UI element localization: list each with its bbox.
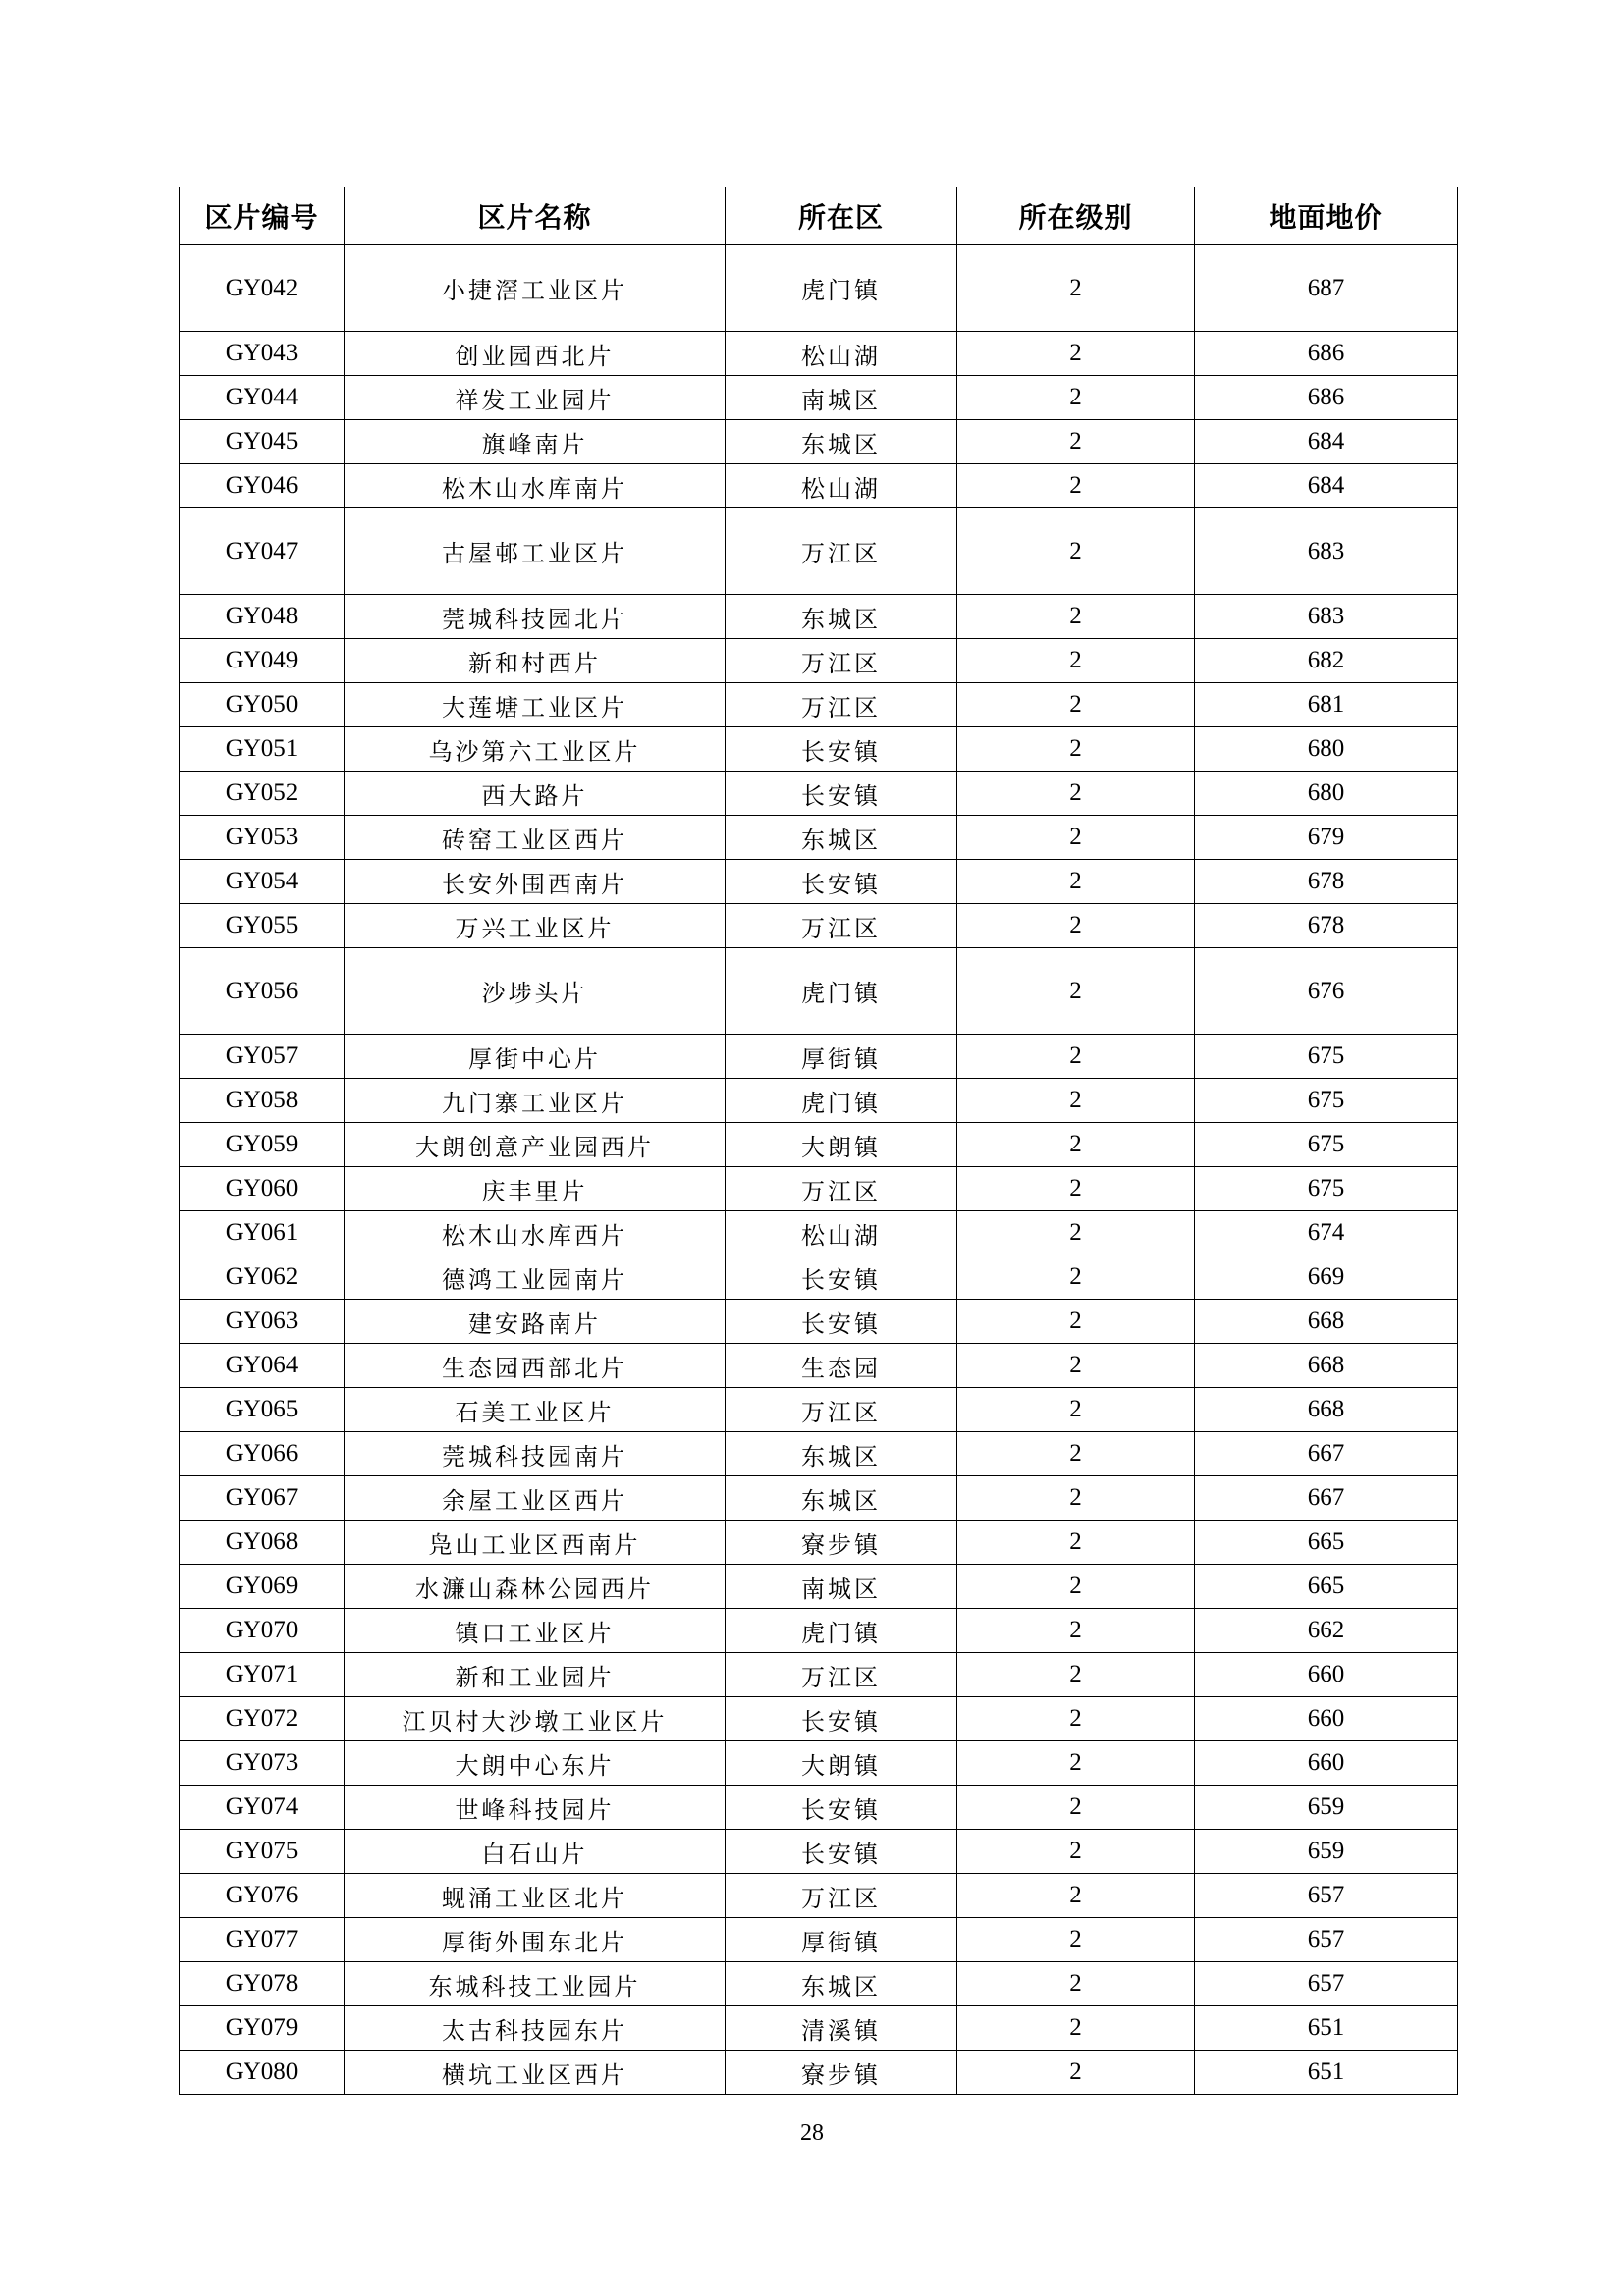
cell-price: 681 [1195, 683, 1458, 727]
cell-code: GY056 [180, 948, 345, 1035]
cell-level: 2 [957, 1388, 1195, 1432]
cell-code: GY053 [180, 816, 345, 860]
cell-name: 古屋邨工业区片 [345, 508, 726, 595]
cell-district: 万江区 [726, 904, 957, 948]
cell-level: 2 [957, 683, 1195, 727]
cell-level: 2 [957, 1123, 1195, 1167]
cell-name: 松木山水库南片 [345, 464, 726, 508]
cell-price: 676 [1195, 948, 1458, 1035]
cell-name: 大朗创意产业园西片 [345, 1123, 726, 1167]
cell-name: 厚街外围东北片 [345, 1918, 726, 1962]
cell-district: 长安镇 [726, 1255, 957, 1300]
cell-code: GY054 [180, 860, 345, 904]
cell-district: 松山湖 [726, 332, 957, 376]
page-number: 28 [800, 2120, 824, 2146]
cell-name: 生态园西部北片 [345, 1344, 726, 1388]
cell-district: 大朗镇 [726, 1123, 957, 1167]
cell-name: 德鸿工业园南片 [345, 1255, 726, 1300]
cell-district: 长安镇 [726, 772, 957, 816]
cell-district: 长安镇 [726, 727, 957, 772]
cell-code: GY047 [180, 508, 345, 595]
cell-name: 莞城科技园南片 [345, 1432, 726, 1476]
cell-level: 2 [957, 376, 1195, 420]
cell-level: 2 [957, 1432, 1195, 1476]
header-code: 区片编号 [180, 187, 345, 245]
cell-level: 2 [957, 464, 1195, 508]
table-row [180, 948, 1458, 1035]
cell-price: 662 [1195, 1609, 1458, 1653]
cell-price: 660 [1195, 1697, 1458, 1741]
table-row [180, 1874, 1458, 1918]
table-row [180, 1521, 1458, 1565]
table-row [180, 860, 1458, 904]
cell-level: 2 [957, 420, 1195, 464]
cell-level: 2 [957, 1255, 1195, 1300]
cell-name: 白石山片 [345, 1830, 726, 1874]
cell-name: 西大路片 [345, 772, 726, 816]
cell-name: 江贝村大沙墩工业区片 [345, 1697, 726, 1741]
table-row [180, 1918, 1458, 1962]
table-row [180, 245, 1458, 332]
cell-code: GY079 [180, 2006, 345, 2051]
table-row [180, 1300, 1458, 1344]
cell-code: GY055 [180, 904, 345, 948]
table-row [180, 1167, 1458, 1211]
cell-name: 莞城科技园北片 [345, 595, 726, 639]
cell-name: 太古科技园东片 [345, 2006, 726, 2051]
cell-level: 2 [957, 1962, 1195, 2006]
cell-district: 长安镇 [726, 1830, 957, 1874]
cell-level: 2 [957, 1786, 1195, 1830]
table-row [180, 1565, 1458, 1609]
cell-district: 寮步镇 [726, 1521, 957, 1565]
table-row [180, 904, 1458, 948]
cell-code: GY064 [180, 1344, 345, 1388]
cell-price: 686 [1195, 376, 1458, 420]
cell-name: 九门寨工业区片 [345, 1079, 726, 1123]
cell-district: 大朗镇 [726, 1741, 957, 1786]
table-body [180, 245, 1458, 2095]
cell-price: 686 [1195, 332, 1458, 376]
cell-code: GY074 [180, 1786, 345, 1830]
table-row [180, 1741, 1458, 1786]
cell-code: GY052 [180, 772, 345, 816]
cell-level: 2 [957, 1300, 1195, 1344]
cell-code: GY059 [180, 1123, 345, 1167]
table-row [180, 1830, 1458, 1874]
cell-code: GY078 [180, 1962, 345, 2006]
header-district: 所在区 [726, 187, 957, 245]
cell-price: 687 [1195, 245, 1458, 332]
table-row [180, 1344, 1458, 1388]
cell-district: 松山湖 [726, 1211, 957, 1255]
cell-name: 乌沙第六工业区片 [345, 727, 726, 772]
cell-level: 2 [957, 1211, 1195, 1255]
table-row [180, 816, 1458, 860]
table-row [180, 464, 1458, 508]
cell-code: GY045 [180, 420, 345, 464]
cell-district: 万江区 [726, 1167, 957, 1211]
cell-price: 660 [1195, 1653, 1458, 1697]
cell-district: 厚街镇 [726, 1035, 957, 1079]
cell-level: 2 [957, 1741, 1195, 1786]
table-row [180, 1609, 1458, 1653]
cell-name: 水濂山森林公园西片 [345, 1565, 726, 1609]
cell-code: GY069 [180, 1565, 345, 1609]
cell-level: 2 [957, 1079, 1195, 1123]
cell-price: 665 [1195, 1521, 1458, 1565]
cell-name: 沙埗头片 [345, 948, 726, 1035]
table-row [180, 332, 1458, 376]
cell-level: 2 [957, 245, 1195, 332]
cell-code: GY061 [180, 1211, 345, 1255]
cell-code: GY072 [180, 1697, 345, 1741]
cell-name: 大朗中心东片 [345, 1741, 726, 1786]
cell-level: 2 [957, 1830, 1195, 1874]
cell-price: 684 [1195, 420, 1458, 464]
cell-price: 674 [1195, 1211, 1458, 1255]
cell-name: 万兴工业区片 [345, 904, 726, 948]
cell-code: GY058 [180, 1079, 345, 1123]
cell-level: 2 [957, 332, 1195, 376]
cell-price: 683 [1195, 508, 1458, 595]
cell-code: GY063 [180, 1300, 345, 1344]
table-row [180, 1255, 1458, 1300]
cell-level: 2 [957, 508, 1195, 595]
cell-price: 669 [1195, 1255, 1458, 1300]
cell-code: GY068 [180, 1521, 345, 1565]
cell-level: 2 [957, 816, 1195, 860]
cell-name: 创业园西北片 [345, 332, 726, 376]
cell-district: 万江区 [726, 1388, 957, 1432]
cell-name: 东城科技工业园片 [345, 1962, 726, 2006]
table-row [180, 1697, 1458, 1741]
cell-name: 石美工业区片 [345, 1388, 726, 1432]
cell-price: 675 [1195, 1123, 1458, 1167]
cell-district: 虎门镇 [726, 948, 957, 1035]
cell-level: 2 [957, 772, 1195, 816]
cell-code: GY046 [180, 464, 345, 508]
cell-price: 659 [1195, 1830, 1458, 1874]
cell-name: 旗峰南片 [345, 420, 726, 464]
cell-price: 667 [1195, 1476, 1458, 1521]
table-row [180, 1123, 1458, 1167]
cell-code: GY062 [180, 1255, 345, 1300]
table-row [180, 1035, 1458, 1079]
cell-price: 668 [1195, 1300, 1458, 1344]
cell-district: 东城区 [726, 1476, 957, 1521]
header-name: 区片名称 [345, 187, 726, 245]
cell-district: 东城区 [726, 420, 957, 464]
cell-name: 蚬涌工业区北片 [345, 1874, 726, 1918]
cell-code: GY057 [180, 1035, 345, 1079]
cell-level: 2 [957, 1344, 1195, 1388]
cell-level: 2 [957, 1653, 1195, 1697]
cell-code: GY080 [180, 2051, 345, 2095]
cell-district: 虎门镇 [726, 245, 957, 332]
table-row [180, 2051, 1458, 2095]
cell-code: GY077 [180, 1918, 345, 1962]
cell-level: 2 [957, 1167, 1195, 1211]
cell-level: 2 [957, 595, 1195, 639]
table-row [180, 595, 1458, 639]
cell-name: 新和工业园片 [345, 1653, 726, 1697]
header-price: 地面地价 [1195, 187, 1458, 245]
cell-district: 长安镇 [726, 1697, 957, 1741]
cell-code: GY049 [180, 639, 345, 683]
cell-code: GY075 [180, 1830, 345, 1874]
table-header-row [180, 187, 1458, 245]
cell-code: GY070 [180, 1609, 345, 1653]
cell-code: GY073 [180, 1741, 345, 1786]
cell-price: 678 [1195, 904, 1458, 948]
cell-price: 667 [1195, 1432, 1458, 1476]
cell-price: 659 [1195, 1786, 1458, 1830]
cell-name: 砖窑工业区西片 [345, 816, 726, 860]
cell-code: GY051 [180, 727, 345, 772]
table-row [180, 420, 1458, 464]
cell-level: 2 [957, 948, 1195, 1035]
cell-level: 2 [957, 1918, 1195, 1962]
cell-district: 万江区 [726, 508, 957, 595]
table-row [180, 639, 1458, 683]
table-row [180, 1432, 1458, 1476]
cell-level: 2 [957, 1476, 1195, 1521]
cell-price: 684 [1195, 464, 1458, 508]
cell-district: 长安镇 [726, 1300, 957, 1344]
cell-level: 2 [957, 2051, 1195, 2095]
cell-district: 生态园 [726, 1344, 957, 1388]
cell-price: 680 [1195, 772, 1458, 816]
cell-district: 虎门镇 [726, 1609, 957, 1653]
cell-level: 2 [957, 904, 1195, 948]
cell-district: 寮步镇 [726, 2051, 957, 2095]
cell-level: 2 [957, 1609, 1195, 1653]
cell-name: 大莲塘工业区片 [345, 683, 726, 727]
cell-level: 2 [957, 727, 1195, 772]
table-row [180, 1653, 1458, 1697]
cell-district: 长安镇 [726, 1786, 957, 1830]
cell-level: 2 [957, 639, 1195, 683]
cell-price: 657 [1195, 1962, 1458, 2006]
cell-name: 余屋工业区西片 [345, 1476, 726, 1521]
cell-district: 长安镇 [726, 860, 957, 904]
cell-code: GY050 [180, 683, 345, 727]
table-row [180, 1388, 1458, 1432]
cell-district: 南城区 [726, 376, 957, 420]
cell-district: 南城区 [726, 1565, 957, 1609]
cell-code: GY048 [180, 595, 345, 639]
cell-district: 东城区 [726, 816, 957, 860]
table-row [180, 2006, 1458, 2051]
cell-name: 新和村西片 [345, 639, 726, 683]
cell-price: 660 [1195, 1741, 1458, 1786]
cell-code: GY060 [180, 1167, 345, 1211]
cell-price: 665 [1195, 1565, 1458, 1609]
cell-price: 682 [1195, 639, 1458, 683]
cell-district: 松山湖 [726, 464, 957, 508]
cell-level: 2 [957, 1521, 1195, 1565]
cell-code: GY043 [180, 332, 345, 376]
cell-name: 厚街中心片 [345, 1035, 726, 1079]
cell-price: 651 [1195, 2051, 1458, 2095]
cell-district: 厚街镇 [726, 1918, 957, 1962]
cell-name: 松木山水库西片 [345, 1211, 726, 1255]
cell-price: 651 [1195, 2006, 1458, 2051]
cell-district: 万江区 [726, 683, 957, 727]
cell-level: 2 [957, 1874, 1195, 1918]
cell-level: 2 [957, 1697, 1195, 1741]
table-row [180, 772, 1458, 816]
cell-code: GY042 [180, 245, 345, 332]
cell-level: 2 [957, 860, 1195, 904]
cell-district: 万江区 [726, 1653, 957, 1697]
table-row [180, 727, 1458, 772]
cell-price: 675 [1195, 1167, 1458, 1211]
cell-code: GY067 [180, 1476, 345, 1521]
cell-name: 小捷滘工业区片 [345, 245, 726, 332]
cell-district: 万江区 [726, 639, 957, 683]
cell-district: 东城区 [726, 595, 957, 639]
cell-name: 祥发工业园片 [345, 376, 726, 420]
cell-code: GY076 [180, 1874, 345, 1918]
cell-price: 683 [1195, 595, 1458, 639]
table-row [180, 376, 1458, 420]
land-price-table [179, 187, 1458, 2095]
header-level: 所在级别 [957, 187, 1195, 245]
table-row [180, 1211, 1458, 1255]
cell-name: 横坑工业区西片 [345, 2051, 726, 2095]
cell-district: 清溪镇 [726, 2006, 957, 2051]
cell-name: 世峰科技园片 [345, 1786, 726, 1830]
table-row [180, 1079, 1458, 1123]
table-row [180, 1476, 1458, 1521]
table-row [180, 1786, 1458, 1830]
cell-district: 万江区 [726, 1874, 957, 1918]
cell-price: 678 [1195, 860, 1458, 904]
cell-district: 东城区 [726, 1962, 957, 2006]
table-row [180, 683, 1458, 727]
table-row [180, 508, 1458, 595]
cell-district: 虎门镇 [726, 1079, 957, 1123]
cell-price: 657 [1195, 1918, 1458, 1962]
cell-name: 凫山工业区西南片 [345, 1521, 726, 1565]
cell-name: 镇口工业区片 [345, 1609, 726, 1653]
cell-price: 668 [1195, 1344, 1458, 1388]
cell-name: 庆丰里片 [345, 1167, 726, 1211]
table-row [180, 1962, 1458, 2006]
cell-name: 建安路南片 [345, 1300, 726, 1344]
cell-name: 长安外围西南片 [345, 860, 726, 904]
cell-price: 680 [1195, 727, 1458, 772]
cell-level: 2 [957, 2006, 1195, 2051]
cell-price: 675 [1195, 1079, 1458, 1123]
cell-level: 2 [957, 1035, 1195, 1079]
cell-level: 2 [957, 1565, 1195, 1609]
cell-price: 675 [1195, 1035, 1458, 1079]
cell-code: GY065 [180, 1388, 345, 1432]
cell-code: GY071 [180, 1653, 345, 1697]
cell-price: 657 [1195, 1874, 1458, 1918]
cell-price: 679 [1195, 816, 1458, 860]
cell-code: GY044 [180, 376, 345, 420]
cell-price: 668 [1195, 1388, 1458, 1432]
cell-district: 东城区 [726, 1432, 957, 1476]
cell-code: GY066 [180, 1432, 345, 1476]
